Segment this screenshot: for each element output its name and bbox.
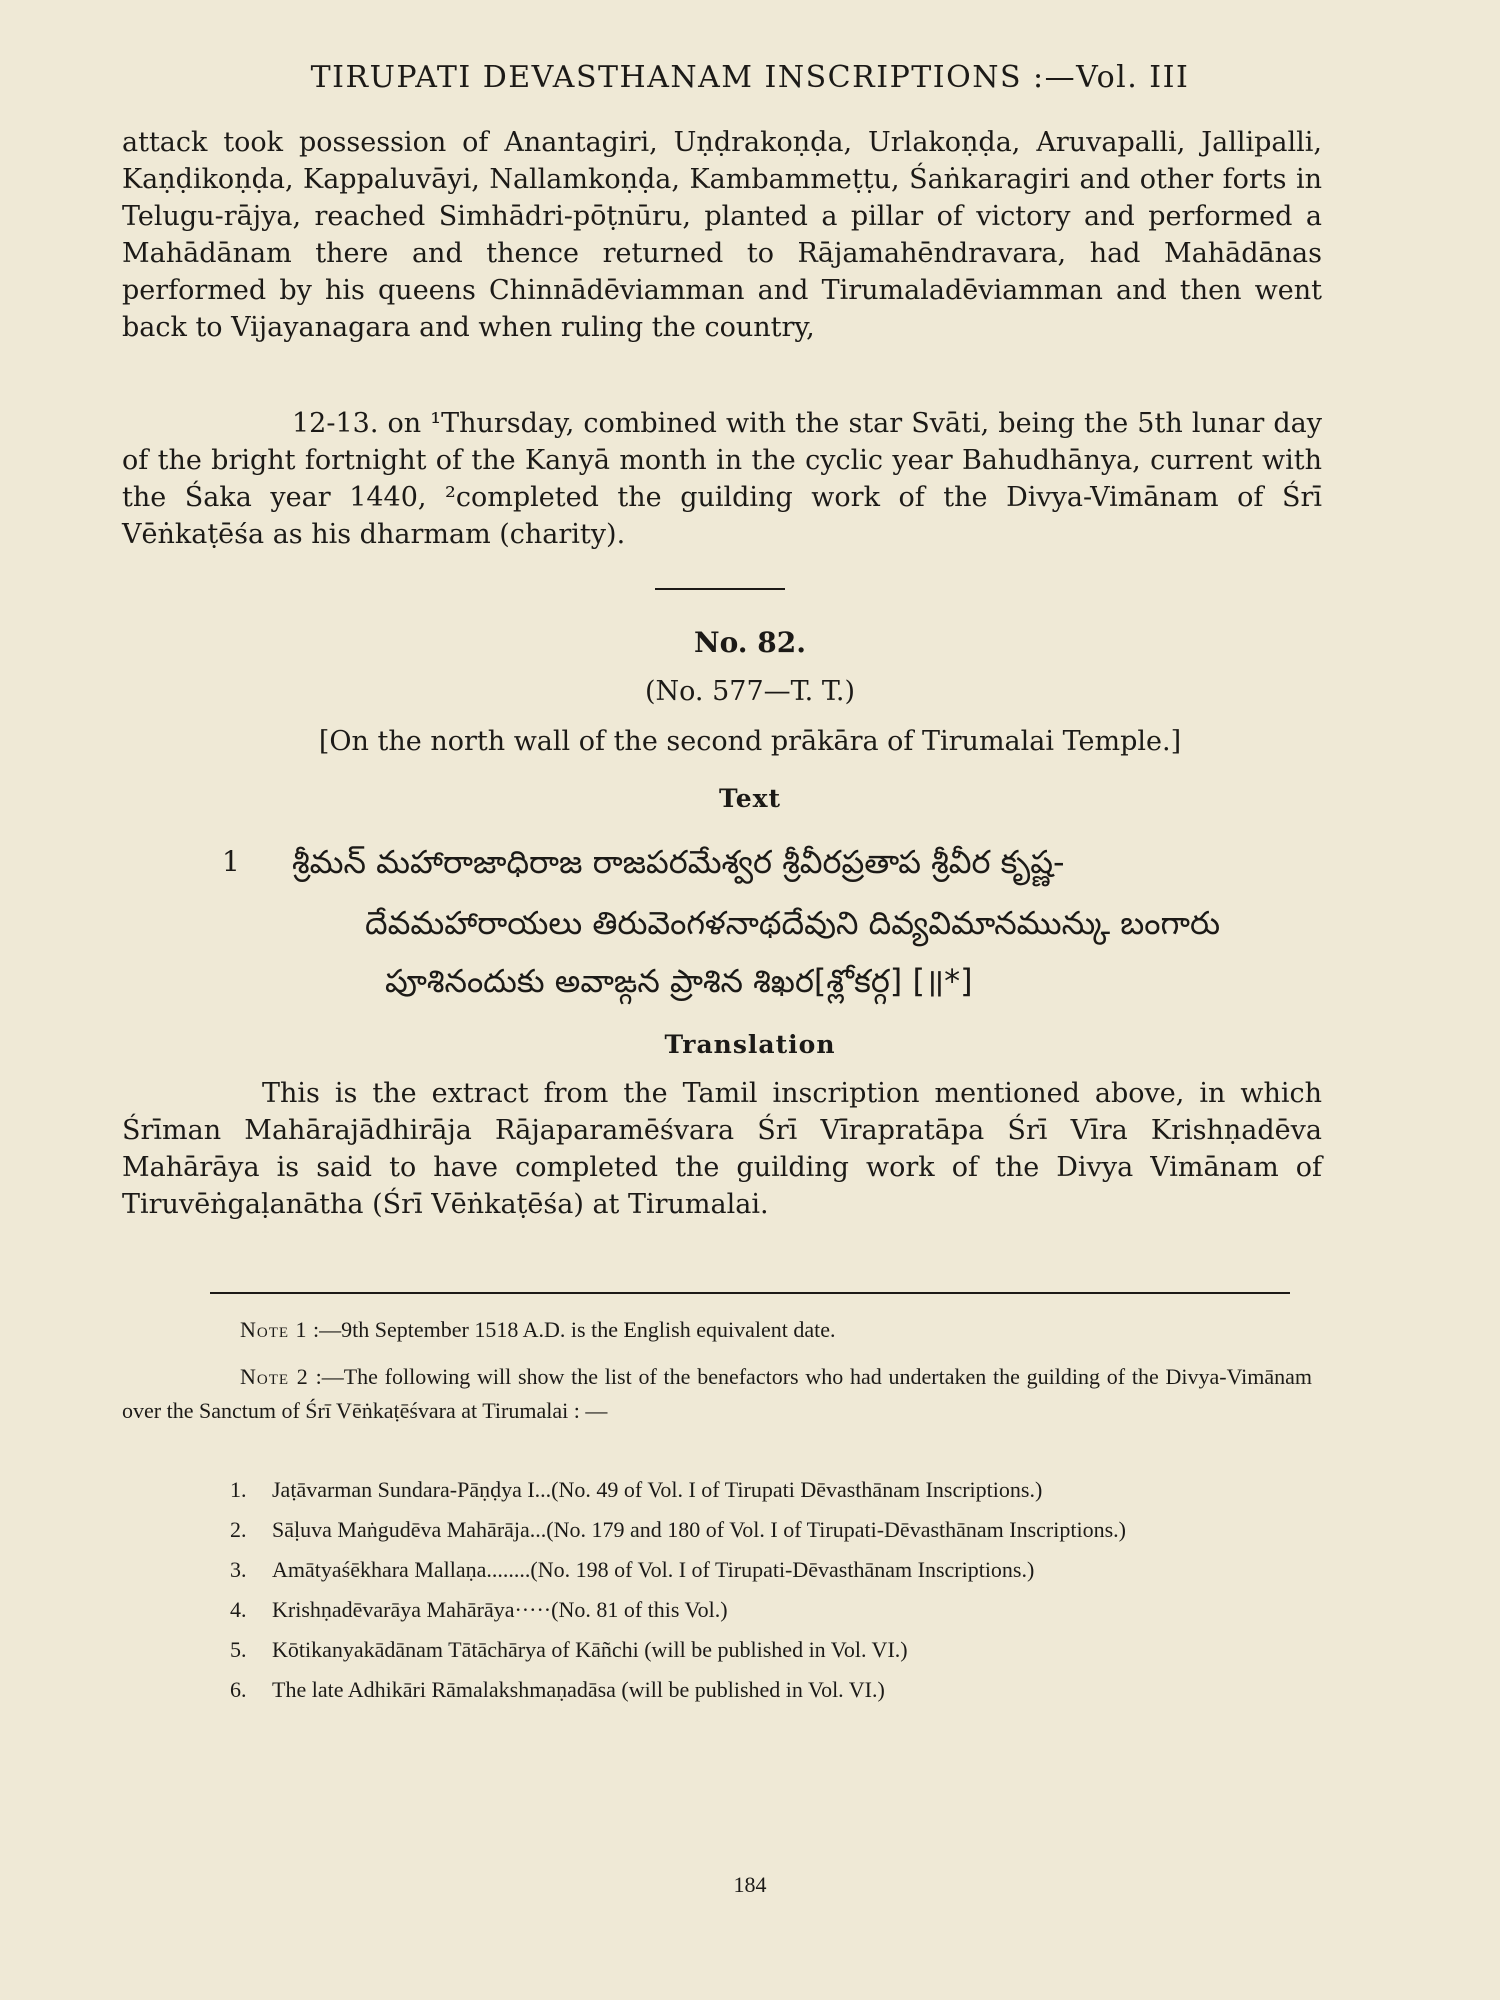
translation-text: This is the extract from the Tamil inscription mentioned above, in which Śrīman Mahārajādhirāja Rājaparamēśvara Śrī Vīrapratāpa Śrī Vīra Krishṇadēva Mahārāya is said to have completed the guilding work of the Divya Vimānam of Tiruvēṅgaḷanātha (Śrī Vēṅkaṭēśa) at Tirumalai.: [122, 1078, 1322, 1220]
list-item: 1. Jaṭāvarman Sundara-Pāṇḍya I...(No. 49 of Vol. I of Tirupati Dēvasthānam Inscriptions.): [230, 1477, 1043, 1502]
translation-paragraph: [122, 1075, 1322, 1223]
line-number: 1: [222, 845, 240, 878]
date-text: 12-13. on ¹Thursday, combined with the star Svāti, being the 5th lunar day of the bright fortnight of the Kanyā month in the cyclic year Bahudhānya, current with the Śaka year 1440, ²completed the guilding work of the Divya-Vimānam of Śrī Vēṅkaṭēśa as his dharmam (charity).: [122, 408, 1322, 550]
telugu-text-line-2: దేవమహారాయలు తిరువెంగళనాథదేవుని దివ్యవిమానమున్కు బంగారు: [365, 904, 1221, 942]
page-number: 184: [733, 1872, 767, 1897]
note-1: [122, 1313, 1312, 1347]
list-item: 2. Sāḷuva Maṅgudēva Mahārāja...(No. 179 and 180 of Vol. I of Tirupati-Dēvasthānam Inscriptions.): [230, 1517, 1126, 1542]
note-1-label: Note 1: [240, 1317, 308, 1342]
date-paragraph: [122, 405, 1322, 553]
inscription-number: No. 82.: [694, 626, 806, 659]
benefactor-list: [230, 1473, 1310, 1713]
inscription-location: [On the north wall of the second prākāra of Tirumalai Temple.]: [318, 726, 1182, 757]
telugu-text-line-1: శ్రీమన్ మహారాజాధిరాజ రాజపరమేశ్వర శ్రీవీరప్రతాప శ్రీవీర కృష్ణ-: [292, 843, 1065, 881]
note-1-text: :—9th September 1518 A.D. is the English equivalent date.: [313, 1317, 836, 1342]
list-item: 6. The late Adhikāri Rāmalakshmaṇadāsa (will be published in Vol. VI.): [230, 1677, 885, 1702]
tt-number: (No. 577—T. T.): [644, 676, 855, 707]
list-item: 4. Krishṇadēvarāya Mahārāya·····(No. 81 of this Vol.): [230, 1597, 728, 1622]
footnote-divider: [210, 1292, 1290, 1294]
telugu-text-line-3: పూశినందుకు అవాఙ్గన ప్రాశిన శిఖర[శ్లోకర్గ] [॥*]: [385, 962, 973, 1000]
continuation-paragraph: [122, 124, 1322, 346]
note-2-label: Note 2: [240, 1364, 309, 1389]
note-2: [122, 1360, 1312, 1428]
section-divider: [655, 588, 785, 590]
text-heading: Text: [718, 784, 782, 813]
list-item: 3. Amātyaśēkhara Mallaṇa........(No. 198 of Vol. I of Tirupati-Dēvasthānam Inscriptions.): [230, 1557, 1035, 1582]
note-2-text: :—The following will show the list of the benefactors who had undertaken the guilding of the Divya-Vimānam over the Sanctum of Śrī Vēṅkaṭēśvara at Tirumalai : —: [122, 1364, 1313, 1423]
list-item: 5. Kōtikanyakādānam Tātāchārya of Kāñchi (will be published in Vol. VI.): [230, 1637, 908, 1662]
translation-heading: Translation: [664, 1030, 836, 1059]
running-title: TIRUPATI DEVASTHANAM INSCRIPTIONS :—Vol. III: [310, 60, 1190, 95]
continuation-text: attack took possession of Anantagiri, Uṇḍrakoṇḍa, Urlakoṇḍa, Aruvapalli, Jallipalli, Kaṇḍikoṇḍa, Kappaluvāyi, Nallamkoṇḍa, Kambammeṭṭu, Śaṅkaragiri and other forts in Telugu-rājya, reached Simhādri-pōṭnūru, planted a pillar of victory and performed a Mahādānam there and thence returned to Rājamahēndravara, had Mahādānas performed by his queens Chinnādēviamman and Tirumaladēviamman and then went back to Vijayanagara and when ruling the country,: [122, 127, 1322, 343]
